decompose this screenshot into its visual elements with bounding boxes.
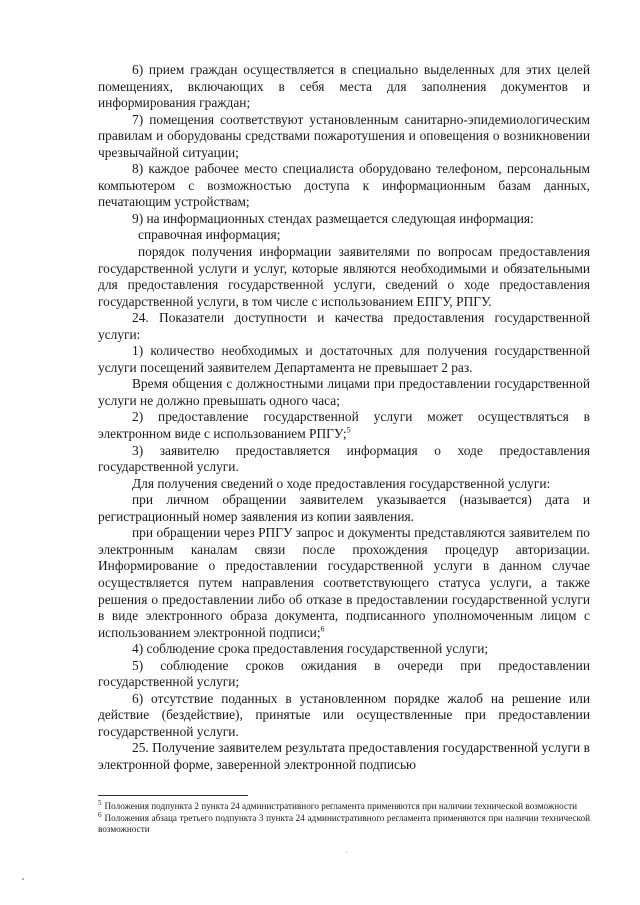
paragraph-indicator-4: 4) соблюдение срока предоставления государственной услуги; [132, 641, 489, 657]
footnote-text: Положения подпункта 2 пункта 24 административного регламента применяются при наличии технической возможности [104, 801, 578, 811]
footnote-6 [98, 810, 590, 836]
footnote-5 [98, 798, 590, 813]
footnote-text: Положения абзаца третьего подпункта 3 пункта 24 административного регламента применяются при наличии технической возможности [98, 812, 590, 835]
paragraph-item-9: 9) на информационных стендах размещается следующая информация: [132, 210, 534, 226]
paragraph-personal-request: при личном обращении заявителем указывается (называется) дата и регистрационный номер заявления из копии заявления. [98, 492, 590, 524]
footnote-number: 5 [98, 798, 102, 807]
paragraph-indicator-1: 1) количество необходимых и достаточных для получения государственной услуги посещений заявителем Департамента не превышает 2 раз. [98, 343, 590, 375]
paragraph-reference-info: справочная информация; [138, 227, 281, 243]
paragraph-info-procedure: порядок получения информации заявителями по вопросам предоставления государственной услуги и услуг, которые являются необходимыми и обязательными для предоставления государственной услуги, сведений о ходе предоставления государственной услуги, в том числе с использованием ЕПГУ, РПГУ. [98, 244, 590, 309]
paragraph-section-24: 24. Показатели доступности и качества предоставления государственной услуги: [98, 310, 590, 342]
footnote-ref-6: 6 [320, 624, 325, 634]
paragraph-indicator-2 [98, 409, 590, 442]
footnote-ref-5: 5 [346, 425, 351, 435]
scan-speck [22, 878, 24, 880]
paragraph-rpgu-request [98, 525, 590, 641]
paragraph-indicator-5: 5) соблюдение сроков ожидания в очереди при предоставлении государственной услуги; [98, 657, 590, 690]
paragraph-status-info: Для получения сведений о ходе предоставления государственной услуги: [132, 475, 551, 491]
paragraph-indicator-2-text: 2) предоставление государственной услуги может осуществляться в электронном виде с использованием РПГУ; [98, 409, 590, 442]
document-body [98, 62, 590, 774]
paragraph-item-6: 6) прием граждан осуществляется в специально выделенных для этих целей помещениях, включающих в себя места для заполнения документов и информирования граждан; [98, 62, 590, 111]
footnote-number: 6 [98, 810, 102, 819]
scan-speck [346, 852, 347, 853]
paragraph-indicator-6: 6) отсутствие поданных в установленном порядке жалоб на решение или действие (бездействие), принятые или осуществленные при предоставлении государственной услуги. [98, 690, 590, 739]
paragraph-contact-time: Время общения с должностными лицами при предоставлении государственной услуги не должно превышать одного часа; [98, 376, 590, 408]
paragraph-item-7: 7) помещения соответствуют установленным санитарно-эпидемиологическим правилам и оборудованы средствами пожаротушения и оповещения о возникновении чрезвычайной ситуации; [98, 111, 590, 160]
footnote-divider [98, 795, 248, 796]
paragraph-section-25: 25. Получение заявителем результата предоставления государственной услуги в электронной форме, заверенной электронной подписью [98, 740, 590, 772]
paragraph-indicator-3: 3) заявителю предоставляется информация о ходе предоставления государственной услуги. [98, 442, 590, 475]
paragraph-item-8: 8) каждое рабочее место специалиста оборудовано телефоном, персональным компьютером с возможностью доступа к информационным базам данных, печатающим устройствам; [98, 161, 590, 210]
footnotes [98, 798, 590, 836]
paragraph-rpgu-request-text: при обращении через РПГУ запрос и документы представляются заявителем по электронным каналам связи после прохождения процедур авторизации. Информирование о предоставлении государственной услуги в данном случае осуществляется путем направления соответствующего статуса услуги, а также решения о предоставлении либо об отказе в предоставлении государственной услуги в виде электронного образа документа, подписанного уполномоченным лицом с использованием электронной подписи; [98, 525, 590, 640]
